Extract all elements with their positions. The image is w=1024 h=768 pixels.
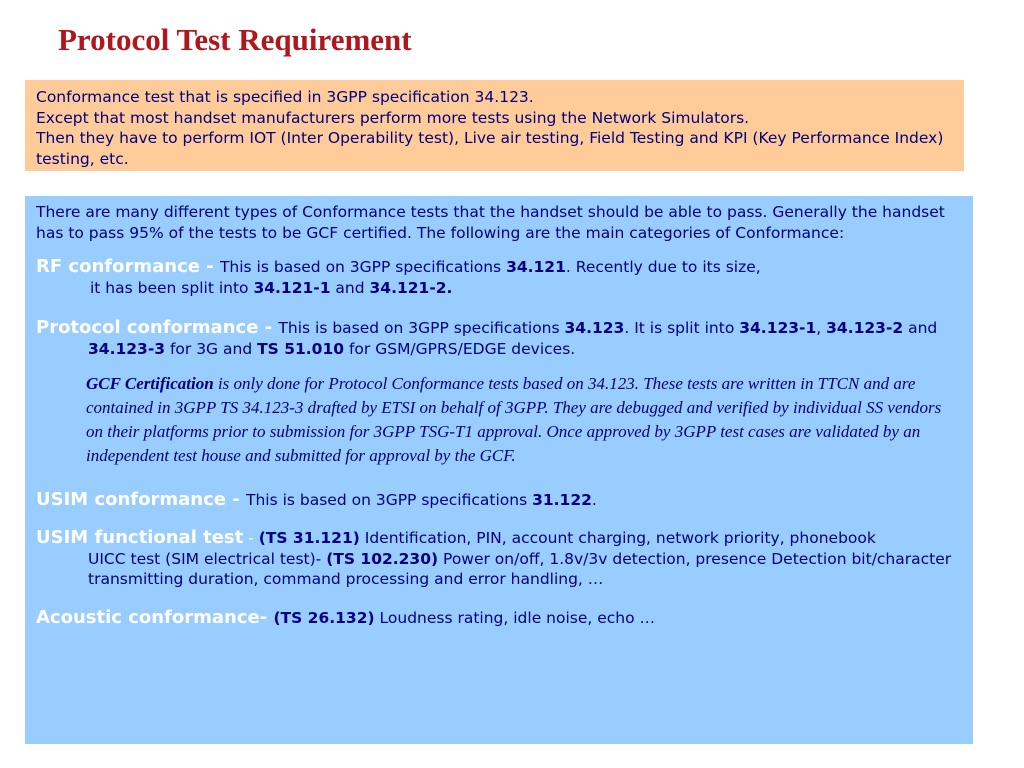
- acoustic-heading: Acoustic conformance-: [36, 606, 274, 628]
- usim-functional-test: [36, 528, 962, 549]
- usim-heading: USIM conformance -: [36, 488, 246, 510]
- rf-heading: RF conformance -: [36, 256, 220, 278]
- usim-conformance: [36, 490, 962, 511]
- usim-text: .: [591, 490, 597, 509]
- protocol-conformance: [36, 318, 962, 359]
- rf-conformance-split: [36, 278, 962, 299]
- page-title: Protocol Test Requirement: [58, 22, 412, 57]
- usim-func-dash: -: [243, 529, 259, 548]
- protocol-text: for GSM/GPRS/EDGE devices.: [344, 339, 576, 358]
- gcf-label: GCF Certification: [86, 373, 214, 393]
- usim-text: This is based on 3GPP specifications: [245, 490, 533, 509]
- gcf-certification-note: [36, 372, 962, 468]
- protocol-text: for 3G and: [165, 339, 258, 358]
- protocol-text: This is based on 3GPP specifications: [278, 319, 565, 338]
- rf-and: and: [330, 278, 370, 297]
- uicc-test: [36, 549, 962, 590]
- protocol-comma: ,: [816, 319, 822, 338]
- uicc-text: Power on/off, 1.8v/3v detection, presence Detection bit/character transmitting duration, command processing and error handling, …: [88, 549, 952, 589]
- protocol-spec-gsm: TS 51.010: [257, 339, 345, 358]
- usim-func-text: Identification, PIN, account charging, network priority, phonebook: [359, 529, 876, 548]
- rf-text: This is based on 3GPP specifications: [219, 258, 507, 277]
- acoustic-text: Loudness rating, idle noise, echo …: [374, 608, 656, 627]
- acoustic-conformance: [36, 608, 962, 629]
- summary-line: Except that most handset manufacturers perform more tests using the Network Simulators.: [36, 108, 750, 127]
- protocol-spec: 34.123: [564, 319, 625, 338]
- usim-func-spec: (TS 31.121): [258, 529, 360, 548]
- protocol-spec-2: 34.123-2: [826, 319, 904, 338]
- summary-box: [25, 80, 964, 171]
- summary-line: Conformance test that is specified in 3GPP specification 34.123.: [36, 88, 534, 106]
- rf-conformance: [36, 257, 962, 278]
- rf-split-text: it has been split into: [90, 278, 254, 297]
- protocol-and: and: [903, 319, 938, 338]
- content-box: [25, 196, 973, 744]
- rf-spec: 34.121: [506, 258, 566, 277]
- acoustic-spec: (TS 26.132): [273, 608, 375, 627]
- protocol-text: . It is split into: [624, 319, 740, 338]
- usim-func-heading: USIM functional test: [36, 527, 244, 549]
- rf-text: . Recently due to its size,: [565, 258, 761, 277]
- protocol-spec-3: 34.123-3: [88, 339, 166, 358]
- protocol-spec-1: 34.123-1: [739, 319, 817, 338]
- protocol-heading: Protocol conformance -: [36, 317, 279, 339]
- gcf-text: is only done for Protocol Conformance tests based on 34.123. These tests are written in TTCN and are contained in 3GPP TS 34.123-3 drafted by ETSI on behalf of 3GPP. They are debugged and verified by individual SS vendors on their platforms prior to submission for 3GPP TSG-T1 approval. Once approved by 3GPP test cases are validated by an independent test house and submitted for approval by the GCF.: [86, 373, 942, 465]
- usim-spec: 31.122: [532, 490, 592, 509]
- uicc-spec: (TS 102.230): [326, 549, 439, 568]
- intro-paragraph: There are many different types of Conformance tests that the handset should be able to pass. Generally the handset has to pass 95% of the tests to be GCF certified. The following are the main categories of Conformance:: [36, 203, 945, 242]
- rf-spec-2: 34.121-2.: [369, 278, 453, 297]
- rf-spec-1: 34.121-1: [253, 278, 331, 297]
- summary-line: Then they have to perform IOT (Inter Operability test), Live air testing, Field Testing and KPI (Key Performance Index) testing, etc.: [36, 129, 944, 168]
- uicc-label: UICC test (SIM electrical test)-: [88, 549, 327, 568]
